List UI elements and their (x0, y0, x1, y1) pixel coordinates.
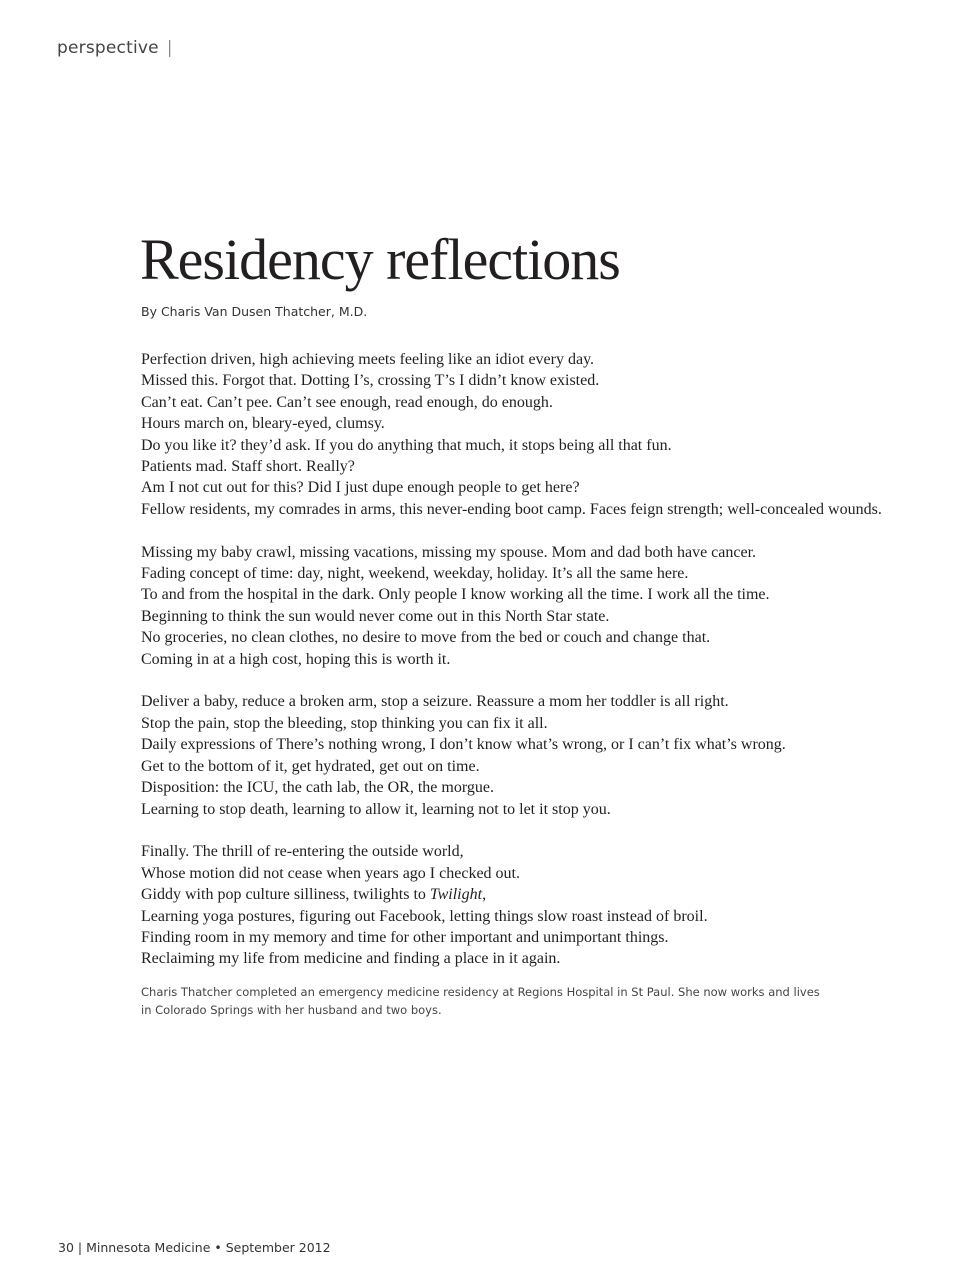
poem-line: Fellow residents, my comrades in arms, this never-ending boot camp. Faces feign strength; well-concealed wounds. (141, 500, 882, 518)
poem-line: Stop the pain, stop the bleeding, stop thinking you can fix it all. (141, 714, 548, 732)
poem-stanza-3 (141, 691, 921, 819)
poem-line: Can’t eat. Can’t pee. Can’t see enough, read enough, do enough. (141, 393, 553, 411)
poem-line: No groceries, no clean clothes, no desire to move from the bed or couch and change that. (141, 629, 711, 647)
poem-line-twilight (141, 884, 921, 905)
poem-line: Whose motion did not cease when years ago I checked out. (141, 864, 520, 882)
poem-line: Finally. The thrill of re-entering the outside world, (141, 843, 464, 861)
poem-line: Get to the bottom of it, get hydrated, get out on time. (141, 757, 480, 775)
article-title: Residency reflections (140, 227, 620, 292)
poem-line: Learning yoga postures, figuring out Facebook, letting things slow roast instead of broil. (141, 907, 708, 925)
poem-line: Disposition: the ICU, the cath lab, the OR, the morgue. (141, 779, 494, 797)
poem-line: Daily expressions of There’s nothing wrong, I don’t know what’s wrong, or I can’t fix what’s wrong. (141, 736, 786, 754)
poem-line: Am I not cut out for this? Did I just dupe enough people to get here? (141, 479, 580, 497)
poem-line: Perfection driven, high achieving meets feeling like an idiot every day. (141, 351, 595, 368)
poem-line-punctuation: , (482, 886, 487, 904)
poem-line: Missing my baby crawl, missing vacations, missing my spouse. Mom and dad both have cancer. (141, 543, 757, 561)
poem-stanza-2 (141, 542, 921, 670)
section-header (57, 38, 173, 58)
poem-line: Missed this. Forgot that. Dotting I’s, crossing T’s I didn’t know existed. (141, 372, 600, 390)
poem-line: Beginning to think the sun would never come out in this North Star state. (141, 607, 610, 625)
poem-line: Learning to stop death, learning to allow it, learning not to let it stop you. (141, 800, 611, 818)
poem-line: Reclaiming my life from medicine and finding a place in it again. (141, 950, 561, 968)
poem-line: Do you like it? they’d ask. If you do anything that much, it stops being all that fun. (141, 436, 672, 454)
poem-line: Hours march on, bleary-eyed, clumsy. (141, 415, 385, 433)
poem-italic-title: Twilight (429, 886, 483, 904)
section-separator: | (166, 38, 173, 58)
poem-line: Deliver a baby, reduce a broken arm, stop a seizure. Reassure a mom her toddler is all right. (141, 693, 729, 711)
poem-stanza-1 (141, 349, 921, 520)
poem-stanza-4 (141, 841, 921, 969)
poem-line: Coming in at a high cost, hoping this is worth it. (141, 650, 451, 668)
author-bio: Charis Thatcher completed an emergency medicine residency at Regions Hospital in St Paul. She now works and lives in Colorado Springs with her husband and two boys. (141, 985, 820, 1017)
poem-line: Finding room in my memory and time for other important and unimportant things. (141, 928, 669, 946)
poem-body (141, 349, 921, 991)
poem-line: Fading concept of time: day, night, weekend, weekday, holiday. It’s all the same here. (141, 565, 689, 583)
poem-line: To and from the hospital in the dark. Only people I know working all the time. I work all the time. (141, 586, 770, 604)
poem-line-text: Giddy with pop culture silliness, twilights to (141, 886, 430, 904)
section-label: perspective (57, 38, 159, 58)
page-footer: 30 | Minnesota Medicine • September 2012 (58, 1240, 331, 1255)
article-byline: By Charis Van Dusen Thatcher, M.D. (141, 304, 368, 319)
poem-line: Patients mad. Staff short. Really? (141, 458, 355, 476)
